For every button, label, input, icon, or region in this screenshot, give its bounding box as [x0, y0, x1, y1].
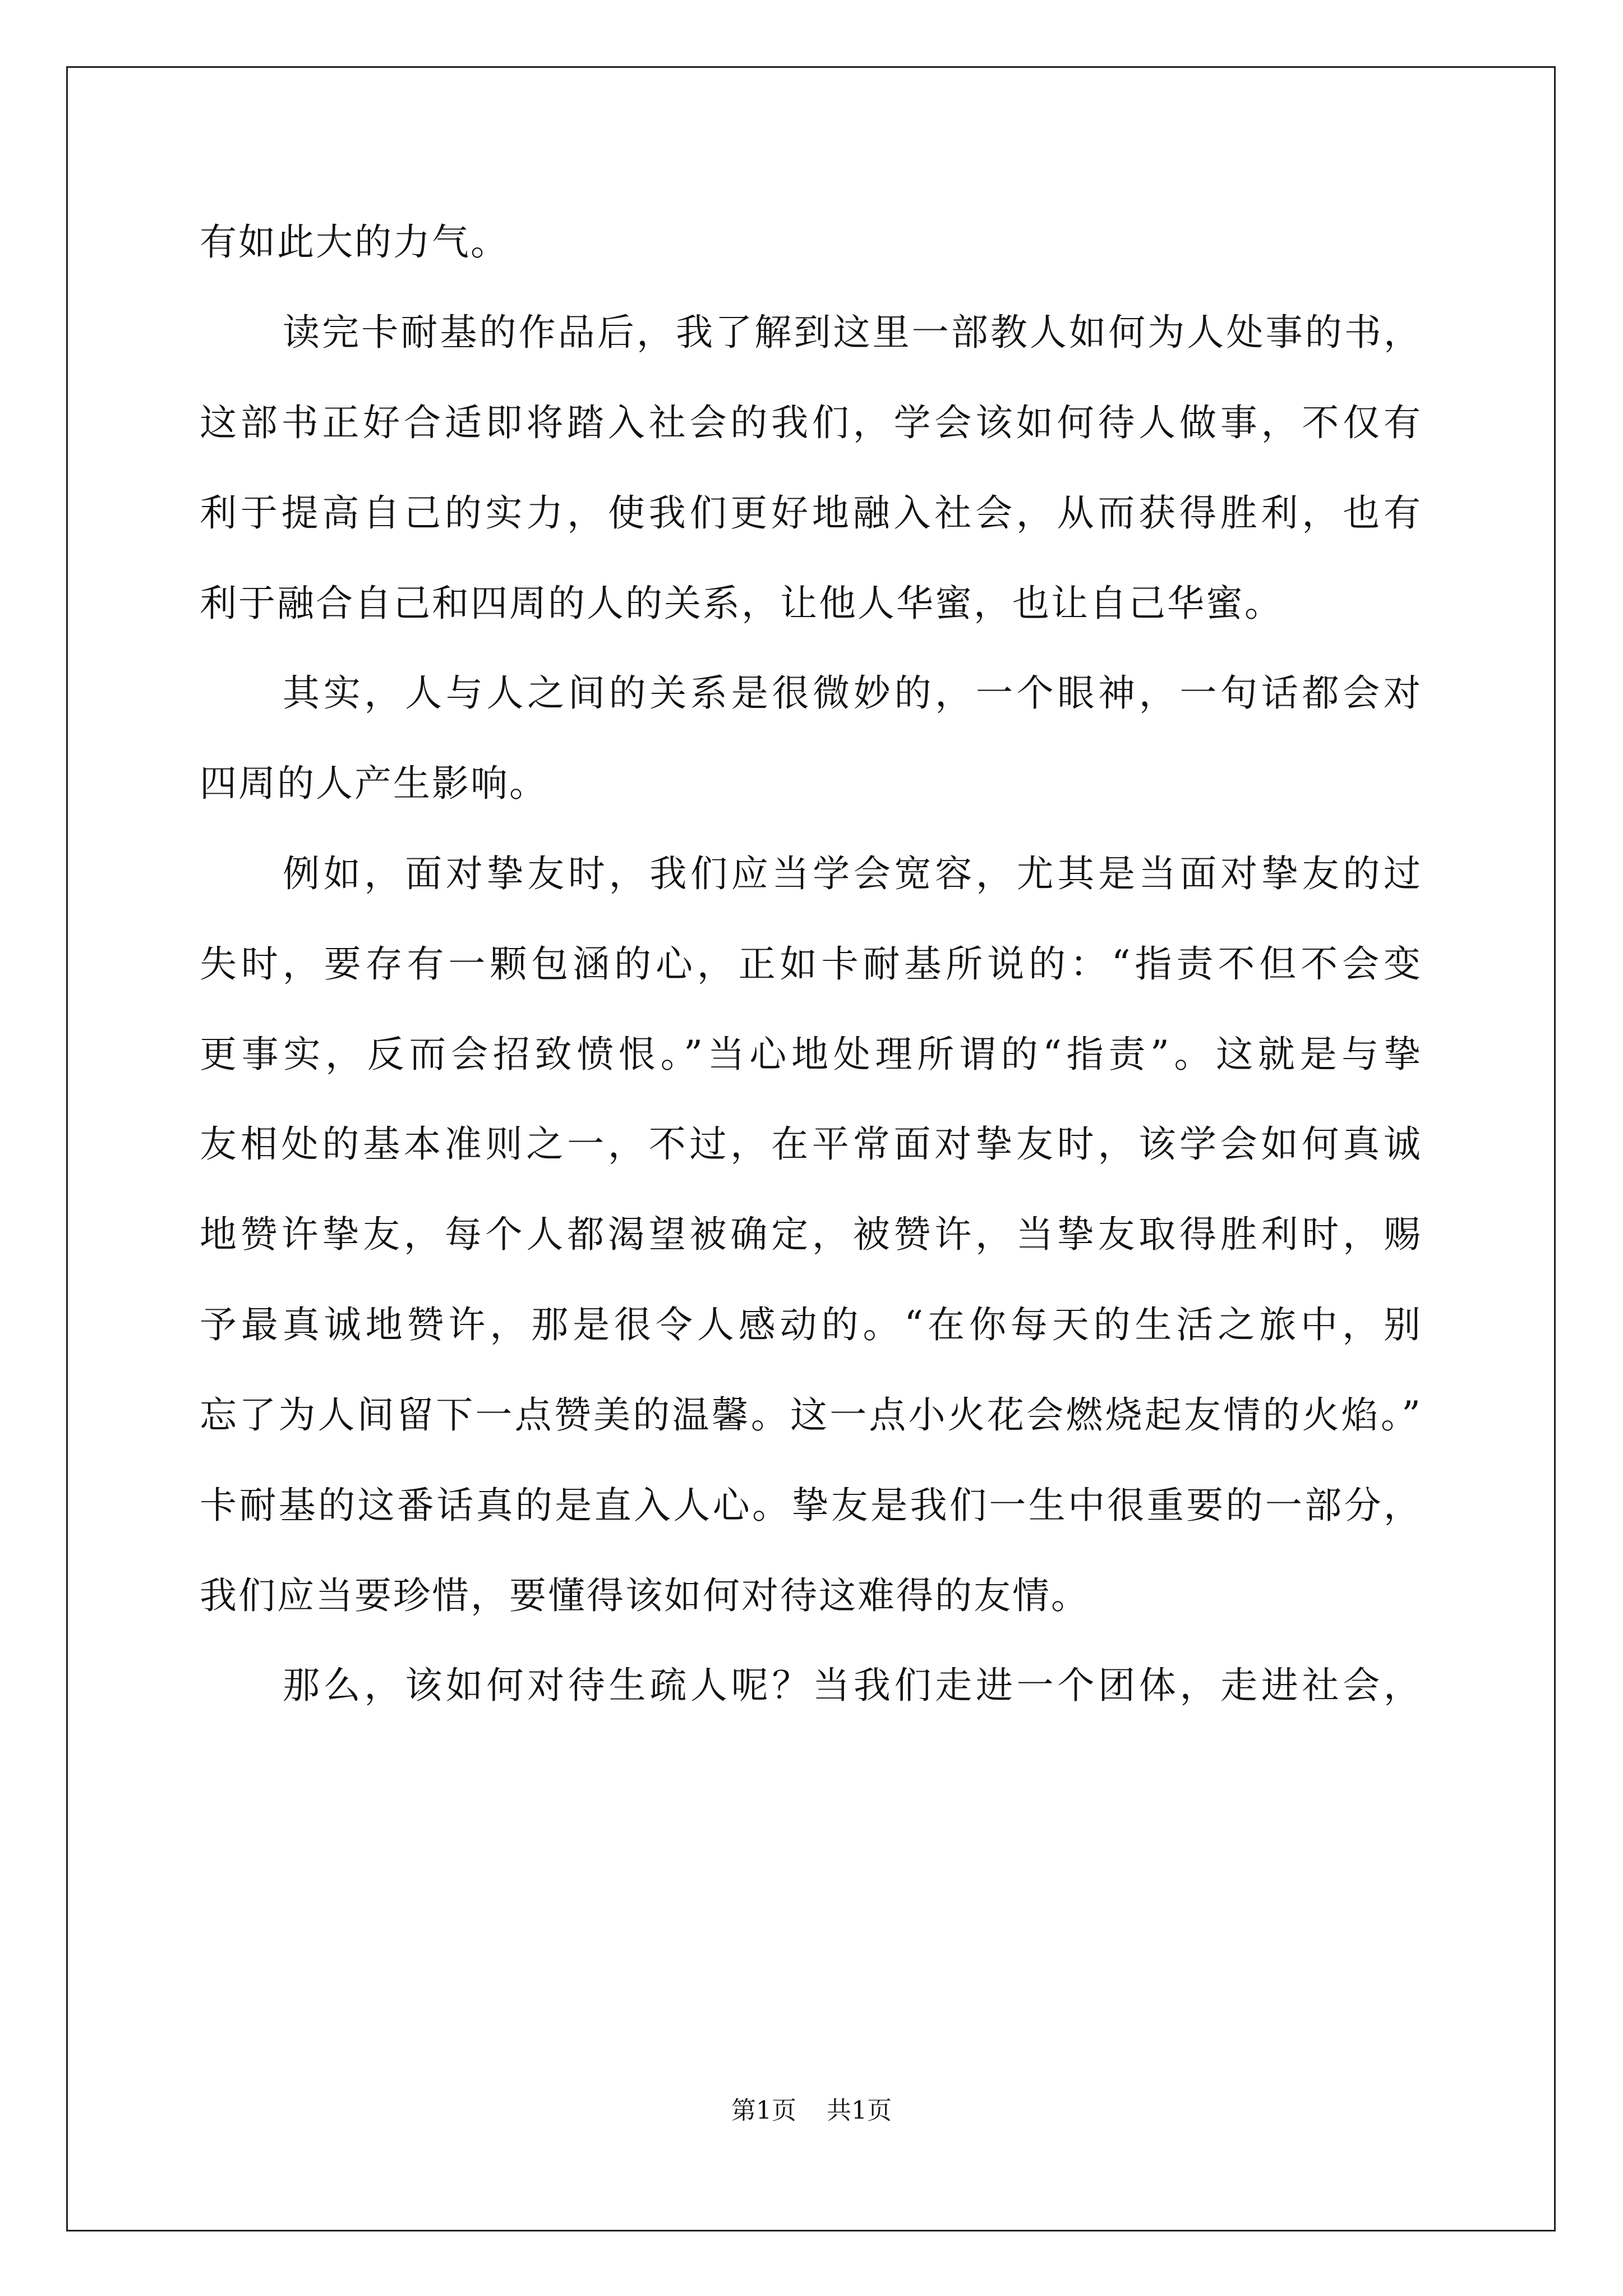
text-line: 四周的人产生影响。 [200, 762, 548, 805]
text-line: 友相处的基本准则之一，不过，在平常面对挚友时，该学会如何真诚 [200, 1122, 1422, 1166]
text-line: 卡耐基的这番话真的是直入人心。挚友是我们一生中很重要的一部分， [200, 1484, 1422, 1527]
text-line: 我们应当要珍惜，要懂得该如何对待这难得的友情。 [200, 1574, 1090, 1617]
paragraph-start-line: 例如，面对挚友时，我们应当学会宽容，尤其是当面对挚友的过 [283, 852, 1422, 895]
text-line: 这部书正好合适即将踏入社会的我们，学会该如何待人做事，不仅有 [200, 401, 1422, 444]
paragraph-start-line: 那么，该如何对待生疏人呢？当我们走进一个团体，走进社会， [283, 1664, 1422, 1707]
text-line: 利于融合自己和四周的人的关系，让他人华蜜，也让自己华蜜。 [200, 582, 1283, 625]
text-line: 予最真诚地赞许，那是很令人感动的。“在你每天的生活之旅中，别 [200, 1303, 1422, 1346]
text-line: 忘了为人间留下一点赞美的温馨。这一点小火花会燃烧起友情的火焰。” [200, 1393, 1422, 1437]
text-line: 更事实，反而会招致愤恨。”当心地处理所谓的“指责”。这就是与挚 [200, 1033, 1422, 1076]
text-line: 失时，要存有一颗包涵的心，正如卡耐基所说的：“指责不但不会变 [200, 942, 1422, 986]
paragraph-start-line: 其实，人与人之间的关系是很微妙的，一个眼神，一句话都会对 [283, 671, 1422, 715]
page-number: 第1页 [731, 2096, 796, 2125]
page-footer [0, 2094, 1623, 2128]
text-line: 有如此大的力气。 [200, 220, 509, 264]
paragraph-start-line: 读完卡耐基的作品后，我了解到这里一部教人如何为人处事的书， [283, 311, 1422, 354]
text-line: 利于提高自己的实力，使我们更好地融入社会，从而获得胜利，也有 [200, 491, 1422, 535]
page-total: 共1页 [827, 2096, 892, 2125]
text-line: 地赞许挚友，每个人都渴望被确定，被赞许，当挚友取得胜利时，赐 [200, 1213, 1422, 1256]
